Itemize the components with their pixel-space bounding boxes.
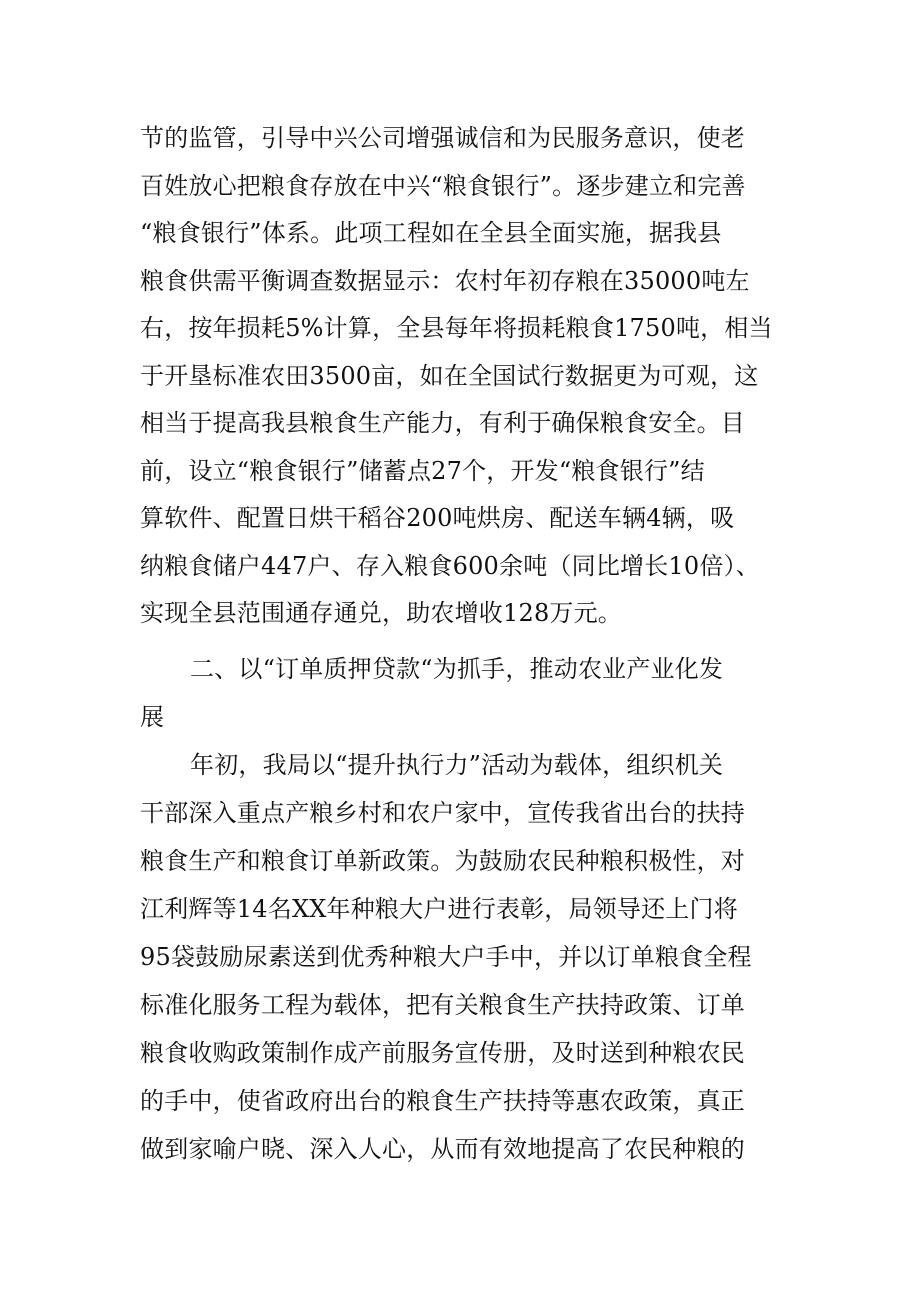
paragraph-line: 右，按年损耗5%计算，全县每年将损耗粮食1750吨，相当 bbox=[140, 314, 773, 342]
paragraph-line: 95袋鼓励尿素送到优秀种粮大户手中，并以订单粮食全程 bbox=[140, 943, 752, 971]
paragraph-line: 粮食供需平衡调查数据显示：农村年初存粮在35000吨左 bbox=[140, 267, 750, 295]
paragraph-line: 江利辉等14名XX年种粮大户进行表彰，局领导还上门将 bbox=[140, 895, 738, 923]
paragraph-line: 相当于提高我县粮食生产能力，有利于确保粮食安全。目 bbox=[140, 409, 745, 437]
paragraph-line: 实现全县范围通存通兑，助农增收128万元。 bbox=[140, 599, 623, 627]
section-heading-line: 二、以“订单质押贷款“为抓手，推动农业产业化发 bbox=[190, 655, 724, 683]
paragraph-line: 算软件、配置日烘干稻谷200吨烘房、配送车辆4辆，吸 bbox=[140, 504, 735, 532]
paragraph-line: 于开垦标准农田3500亩，如在全国试行数据更为可观，这 bbox=[140, 362, 759, 390]
paragraph-line: 粮食生产和粮食订单新政策。为鼓励农民种粮积极性，对 bbox=[140, 847, 745, 875]
paragraph-line: 做到家喻户晓、深入人心，从而有效地提高了农民种粮的 bbox=[140, 1135, 745, 1163]
paragraph-line: 粮食收购政策制作成产前服务宣传册，及时送到种粮农民 bbox=[140, 1039, 745, 1067]
paragraph-line: 节的监管，引导中兴公司增强诚信和为民服务意识，使老 bbox=[140, 124, 745, 152]
paragraph-line: 百姓放心把粮食存放在中兴“粮食银行”。逐步建立和完善 bbox=[140, 172, 746, 200]
paragraph-line: 标准化服务工程为载体，把有关粮食生产扶持政策、订单 bbox=[140, 991, 745, 1019]
paragraph-line: 前，设立“粮食银行”储蓄点27个，开发“粮食银行”结 bbox=[140, 457, 705, 485]
paragraph-line: 干部深入重点产粮乡村和农户家中，宣传我省出台的扶持 bbox=[140, 799, 745, 827]
paragraph-line: “粮食银行”体系。此项工程如在全县全面实施，据我县 bbox=[140, 219, 722, 247]
section-heading-line: 展 bbox=[140, 703, 165, 731]
paragraph-line: 纳粮食储户447户、存入粮食600余吨（同比增长10倍）、 bbox=[140, 552, 760, 580]
paragraph-line: 的手中，使省政府出台的粮食生产扶持等惠农政策，真正 bbox=[140, 1087, 745, 1115]
paragraph-line: 年初，我局以“提升执行力”活动为载体，组织机关 bbox=[190, 751, 724, 779]
